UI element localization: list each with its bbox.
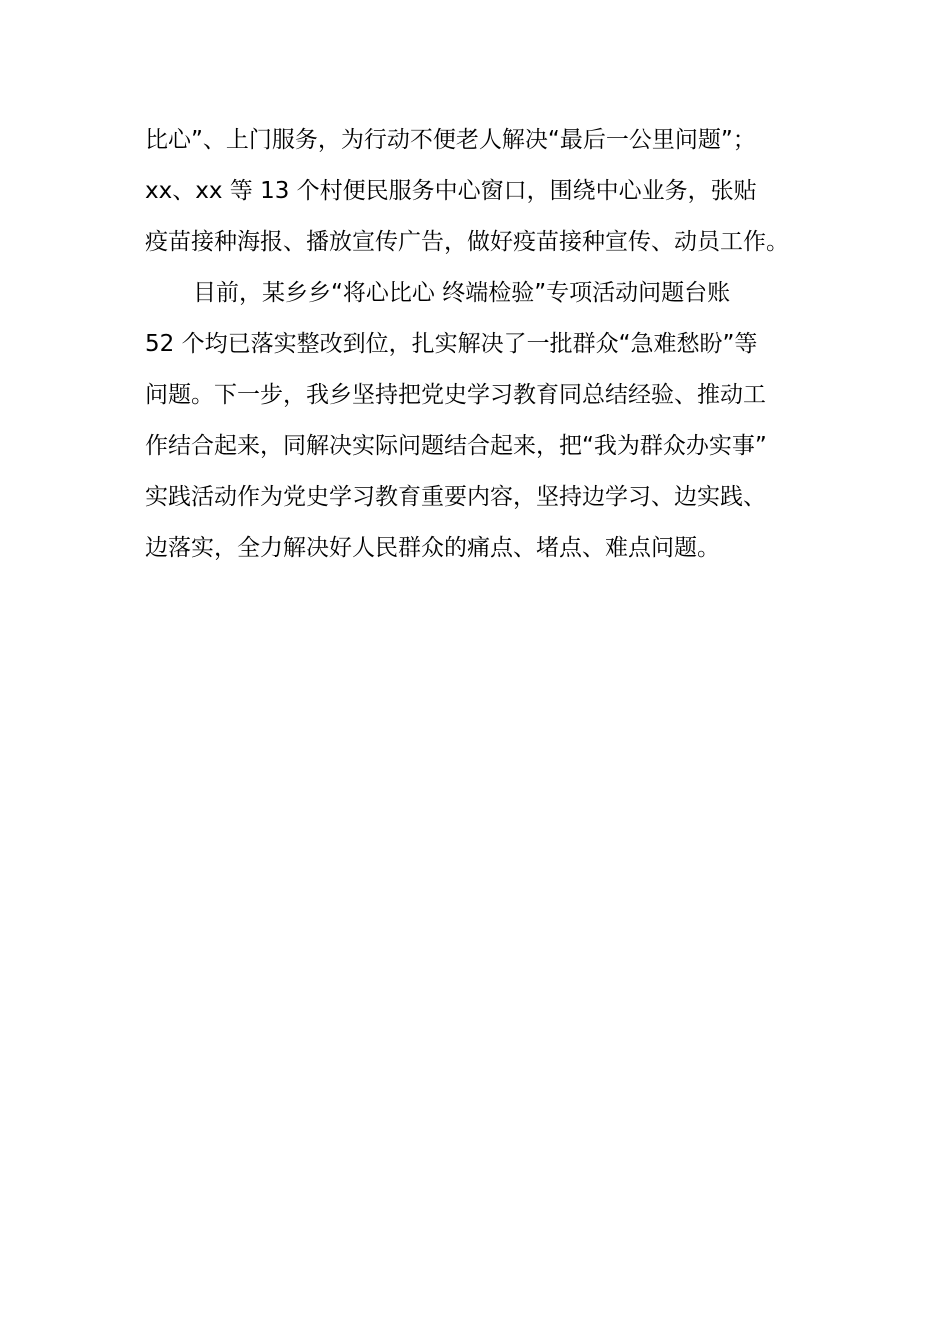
text-line: 作结合起来，同解决实际问题结合起来，把“我为群众办实事” — [145, 433, 767, 459]
text-line: 比心”、上门服务，为行动不便老人解决“最后一公里问题”； — [145, 127, 756, 153]
text-line: 边落实，全力解决好人民群众的痛点、堵点、难点问题。 — [145, 535, 720, 561]
text-line: 问题。下一步，我乡坚持把党史学习教育同总结经验、推动工 — [145, 382, 766, 408]
text-line: 疫苗接种海报、播放宣传广告，做好疫苗接种宣传、动员工作。 — [145, 229, 789, 255]
paragraph-start-line: 目前，某乡乡“将心比心 终端检验”专项活动问题台账 — [193, 280, 731, 306]
text-line: 52 个均已落实整改到位，扎实解决了一批群众“急难愁盼”等 — [145, 331, 758, 357]
text-line: xx、xx 等 13 个村便民服务中心窗口，围绕中心业务，张贴 — [145, 178, 757, 204]
text-line: 实践活动作为党史学习教育重要内容，坚持边学习、边实践、 — [145, 484, 766, 510]
body-text — [145, 115, 845, 574]
